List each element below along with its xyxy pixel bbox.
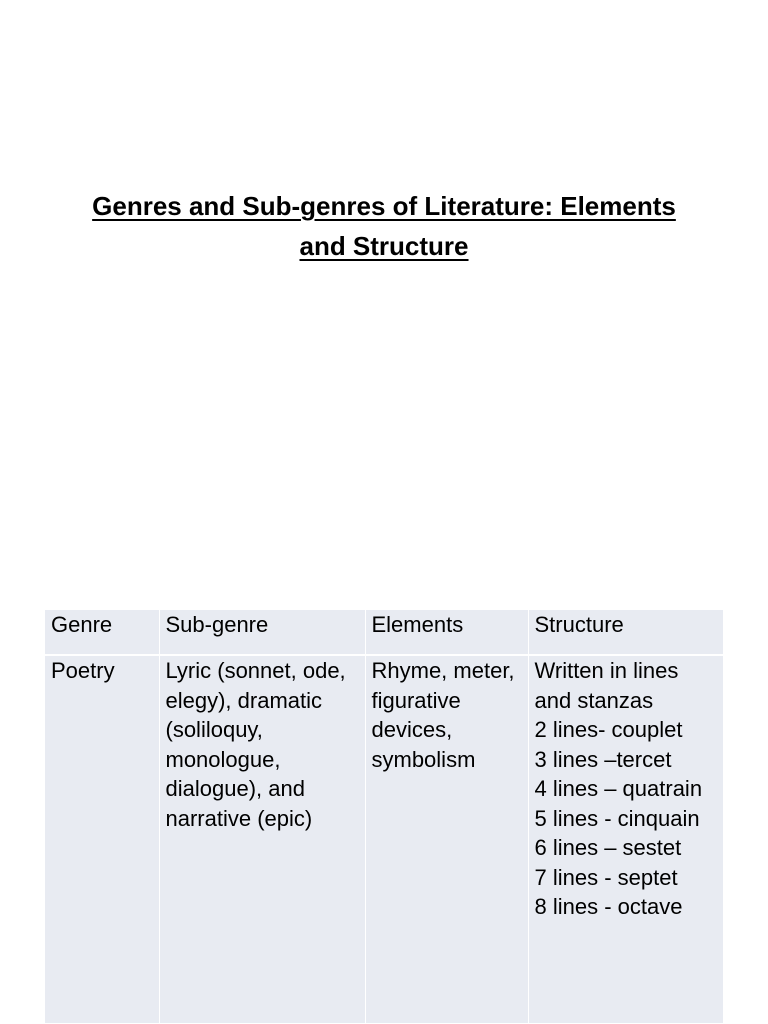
- cell-text: Rhyme, meter,: [371, 658, 515, 683]
- header-subgenre: Sub-genre: [159, 610, 365, 655]
- cell-text: 5 lines - cinquain: [534, 805, 700, 831]
- cell-text: 6 lines – sestet: [534, 835, 682, 860]
- header-genre: Genre: [45, 610, 159, 655]
- cell-elements: [365, 655, 528, 1024]
- table-header-row: [45, 610, 723, 655]
- cell-subgenre: [159, 655, 365, 1024]
- cell-text: symbolism: [371, 746, 476, 772]
- cell-text: dialogue), and: [165, 776, 305, 801]
- cell-genre: [45, 655, 159, 1024]
- cell-text: Lyric (sonnet, ode,: [165, 658, 346, 683]
- cell-text: (soliloquy,: [165, 717, 263, 742]
- page-title: [40, 186, 728, 266]
- cell-text: 8 lines - octave: [534, 894, 683, 919]
- cell-text: 3 lines –tercet: [534, 746, 672, 772]
- cell-text: 7 lines - septet: [534, 864, 678, 890]
- literature-table: [45, 610, 723, 1024]
- table-row: [45, 655, 723, 1024]
- cell-text: Written in lines: [534, 658, 679, 683]
- cell-text: 4 lines – quatrain: [534, 776, 703, 801]
- cell-text: monologue,: [165, 746, 281, 772]
- cell-text: figurative: [371, 687, 461, 713]
- cell-text: 2 lines- couplet: [534, 717, 683, 742]
- title-line-1: Genres and Sub-genres of Literature: Elements: [92, 191, 676, 221]
- cell-text: elegy), dramatic: [165, 687, 323, 713]
- cell-text: devices,: [371, 717, 453, 742]
- cell-text: Poetry: [51, 658, 115, 683]
- cell-structure: [528, 655, 723, 1024]
- header-structure: Structure: [528, 610, 723, 655]
- header-elements: Elements: [365, 610, 528, 655]
- cell-text: and stanzas: [534, 687, 654, 713]
- cell-text: narrative (epic): [165, 805, 313, 831]
- title-line-2: and Structure: [299, 231, 469, 261]
